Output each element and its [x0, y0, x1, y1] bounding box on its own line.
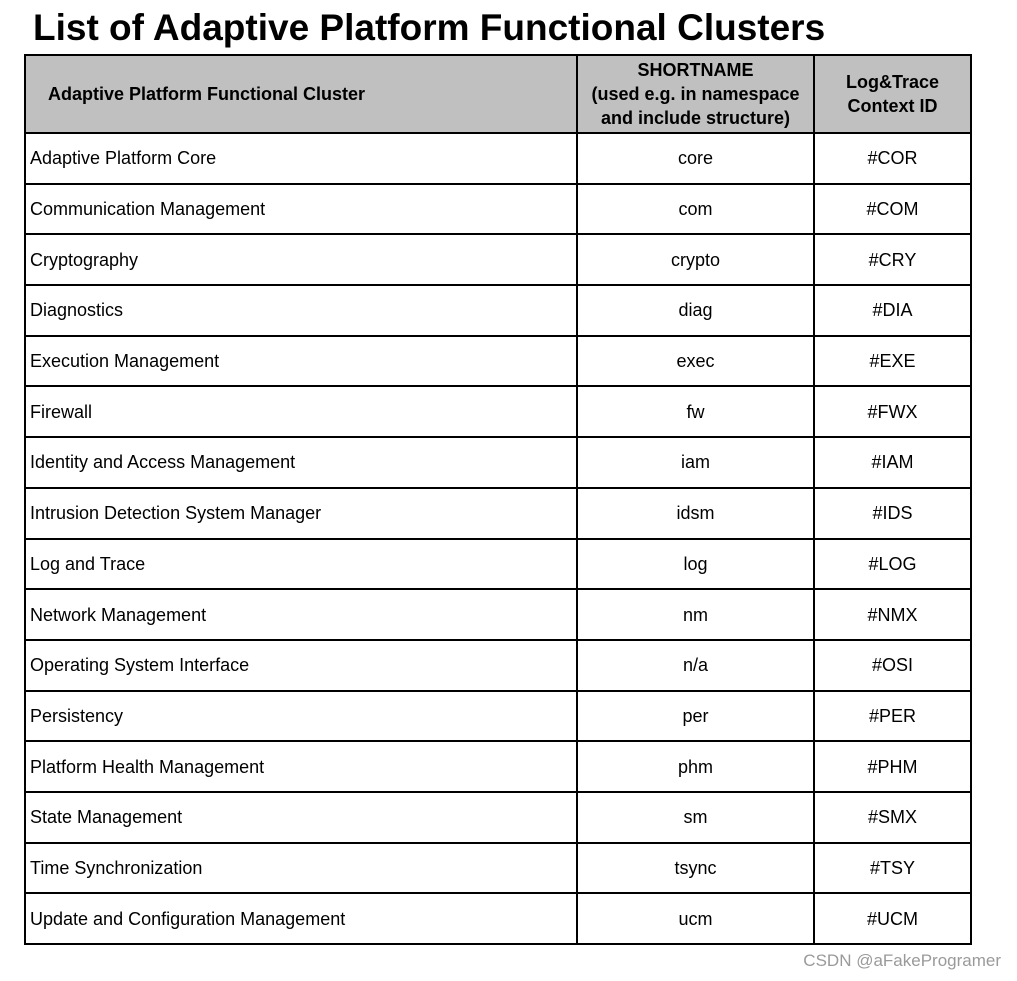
- cell-context-id: #PHM: [814, 741, 971, 792]
- cell-shortname: iam: [577, 437, 814, 488]
- header-shortname-line: SHORTNAME: [637, 60, 754, 80]
- cell-cluster: Time Synchronization: [25, 843, 577, 894]
- table-row: [25, 741, 971, 792]
- table-row: [25, 437, 971, 488]
- table-row: [25, 843, 971, 894]
- cell-shortname: n/a: [577, 640, 814, 691]
- cell-context-id: #COM: [814, 184, 971, 235]
- cell-context-id: #EXE: [814, 336, 971, 387]
- table-row: [25, 133, 971, 184]
- cell-context-id: #DIA: [814, 285, 971, 336]
- cell-cluster: State Management: [25, 792, 577, 843]
- cell-cluster: Cryptography: [25, 234, 577, 285]
- table-row: [25, 589, 971, 640]
- table-row: [25, 691, 971, 742]
- table-row: [25, 640, 971, 691]
- cell-cluster: Firewall: [25, 386, 577, 437]
- cell-shortname: log: [577, 539, 814, 590]
- header-context-id-line: Log&Trace: [845, 72, 940, 92]
- cell-cluster: Diagnostics: [25, 285, 577, 336]
- header-cluster: Adaptive Platform Functional Cluster: [25, 55, 577, 133]
- table-header-row: [25, 55, 971, 133]
- cell-cluster: Execution Management: [25, 336, 577, 387]
- cell-shortname: ucm: [577, 893, 814, 944]
- cell-context-id: #PER: [814, 691, 971, 742]
- table-row: [25, 893, 971, 944]
- cell-context-id: #SMX: [814, 792, 971, 843]
- table-row: [25, 539, 971, 590]
- cell-context-id: #CRY: [814, 234, 971, 285]
- cell-context-id: #OSI: [814, 640, 971, 691]
- header-shortname: [577, 55, 814, 133]
- cell-context-id: #UCM: [814, 893, 971, 944]
- table-row: [25, 386, 971, 437]
- cell-cluster: Identity and Access Management: [25, 437, 577, 488]
- cell-shortname: fw: [577, 386, 814, 437]
- cell-shortname: core: [577, 133, 814, 184]
- table-row: [25, 285, 971, 336]
- table-row: [25, 488, 971, 539]
- cell-shortname: com: [577, 184, 814, 235]
- cell-shortname: crypto: [577, 234, 814, 285]
- cell-cluster: Log and Trace: [25, 539, 577, 590]
- cell-cluster: Adaptive Platform Core: [25, 133, 577, 184]
- table-row: [25, 184, 971, 235]
- cell-shortname: tsync: [577, 843, 814, 894]
- header-context-id-line: Context ID: [847, 96, 938, 116]
- table-row: [25, 336, 971, 387]
- cell-cluster: Persistency: [25, 691, 577, 742]
- cell-shortname: exec: [577, 336, 814, 387]
- cell-context-id: #LOG: [814, 539, 971, 590]
- cell-context-id: #NMX: [814, 589, 971, 640]
- page-title: List of Adaptive Platform Functional Clusters: [33, 7, 826, 48]
- cell-cluster: Network Management: [25, 589, 577, 640]
- cell-context-id: #TSY: [814, 843, 971, 894]
- header-context-id: [814, 55, 971, 133]
- cell-cluster: Communication Management: [25, 184, 577, 235]
- cell-shortname: diag: [577, 285, 814, 336]
- cell-context-id: #FWX: [814, 386, 971, 437]
- table-row: [25, 234, 971, 285]
- cell-shortname: nm: [577, 589, 814, 640]
- header-shortname-line: (used e.g. in namespace: [591, 84, 800, 104]
- cell-cluster: Update and Configuration Management: [25, 893, 577, 944]
- cell-shortname: idsm: [577, 488, 814, 539]
- cell-cluster: Platform Health Management: [25, 741, 577, 792]
- cell-shortname: phm: [577, 741, 814, 792]
- functional-clusters-table: [24, 54, 972, 945]
- cell-cluster: Intrusion Detection System Manager: [25, 488, 577, 539]
- cell-cluster: Operating System Interface: [25, 640, 577, 691]
- watermark: CSDN @aFakeProgramer: [803, 951, 1001, 970]
- cell-context-id: #IAM: [814, 437, 971, 488]
- header-shortname-line: and include structure): [600, 108, 791, 128]
- table-row: [25, 792, 971, 843]
- cell-shortname: per: [577, 691, 814, 742]
- cell-shortname: sm: [577, 792, 814, 843]
- cell-context-id: #IDS: [814, 488, 971, 539]
- cell-context-id: #COR: [814, 133, 971, 184]
